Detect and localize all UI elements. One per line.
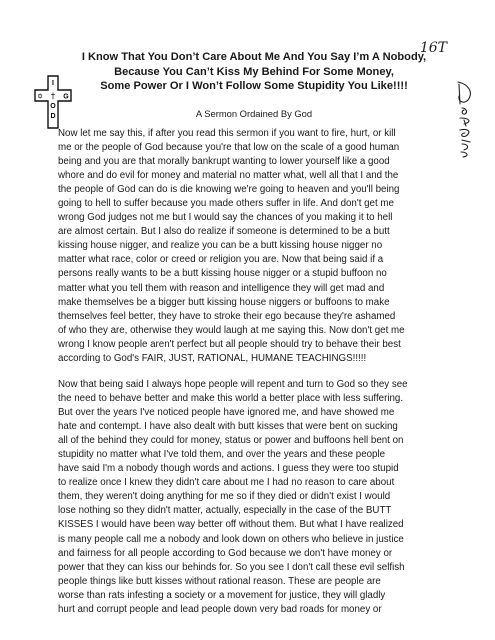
- text-line: all of the behind they could for money, status or power and buffoons hell bent on: [58, 435, 404, 447]
- svg-text:D: D: [50, 113, 56, 120]
- text-line: have said I'm a nobody though words and actions. I guess they were too stupid: [58, 463, 399, 475]
- title-line: Some Power Or I Won’t Follow Some Stupidity You Like!!!!: [100, 80, 408, 92]
- text-line: Now let me say this, if after you read this sermon if you want to fire, hurt, or kill: [58, 128, 396, 139]
- text-line: KISSES I would have been way better off without them. But what I have realized: [58, 519, 404, 531]
- paragraph-1: [58, 127, 458, 366]
- text-line: hurt and corrupt people and lead people down very bad roads for money or: [58, 603, 382, 615]
- text-line: themselves feel better, they have to stroke their ego because they're ashamed: [58, 310, 396, 322]
- svg-text:O: O: [50, 103, 56, 110]
- svg-text:✡: ✡: [37, 92, 43, 101]
- text-line: But over the years I've noticed people have ignored me, and have showed me: [58, 407, 395, 419]
- text-line: power that they can kiss our behinds for. So you see I don't call these evil selfish: [58, 561, 405, 573]
- title-line: I Know That You Don’t Care About Me And You Say I’m A Nobody,: [81, 51, 427, 63]
- text-line: kissing house nigger, and realize you can be a butt kissing house nigger no: [58, 240, 383, 252]
- text-line: stupidity no matter what I've told them, and over the years and these people: [58, 449, 386, 461]
- text-line: are almost certain. But I also do realize if someone is determined to be a butt: [58, 226, 390, 238]
- text-line: going to hell to suffer because you made others suffer in life. And don't get me: [58, 198, 394, 210]
- text-line: them, they weren't doing anything for me so if they died or didn't exist I would: [58, 491, 391, 503]
- text-line: make themselves be a bigger butt kissing house niggers or buffoons to make: [58, 296, 390, 308]
- text-line: the need to behave better and make this world a better place with less suffering.: [58, 393, 404, 405]
- text-line: wrong God judges not me but I would say the chances of you making it to hell: [58, 212, 393, 224]
- text-line: matter what you tell them with reason and intelligence they will get mad and: [58, 282, 385, 294]
- svg-text:†: †: [51, 91, 55, 101]
- sermon-title: [78, 50, 430, 94]
- page-number: 16T: [419, 40, 447, 56]
- text-line: is many people call me a nobody and look down on others who believe in justice: [58, 533, 404, 545]
- text-line: matter what race, color or creed or religion you are. Now that being said if a: [58, 254, 384, 266]
- paragraph-2: [58, 378, 458, 617]
- text-line: Now that being said I always hope people will repent and turn to God so they see: [58, 379, 408, 390]
- text-line: me or the people of God because you're that low on the scale of a good human: [58, 142, 400, 154]
- sermon-subtitle: A Sermon Ordained By God: [195, 108, 313, 119]
- text-line: worse than rats infesting a society or a movement for justice, they will gladly: [58, 589, 386, 601]
- text-line: to realize once I knew they didn't care about me I had no reason to care about: [58, 477, 395, 489]
- text-line: lose nothing so they didn't matter, actually, especially in the case of the BUTT: [58, 505, 392, 517]
- text-line: of who they are, otherwise they would laugh at me saying this. Now don't get me: [58, 324, 405, 336]
- text-line: persons really wants to be a butt kissing house nigger or a stupid buffoon no: [58, 268, 387, 280]
- text-line: according to God's FAIR, JUST, RATIONAL, HUMANE TEACHINGS!!!!!: [58, 352, 367, 364]
- text-line: people things like butt kisses without rational reason. These are people are: [58, 575, 381, 587]
- text-line: hate and contempt. I have also dealt with butt kisses that were bent on sucking: [58, 421, 398, 433]
- text-line: the people of God can do is die knowing we're going to heaven and you'll being: [58, 184, 400, 196]
- text-line: being and you are that morally bankrupt wanting to lower yourself like a good: [58, 156, 390, 168]
- title-line: Because You Can’t Kiss My Behind For Some Money,: [114, 65, 394, 78]
- text-line: whore and do evil for money and material no matter what, well all that I and the: [58, 170, 399, 182]
- text-line: wrong I know people aren't perfect but all people should try to behave their best: [58, 338, 401, 350]
- svg-text:G: G: [63, 93, 69, 101]
- cross-emblem-icon: [34, 74, 72, 130]
- svg-text:I: I: [52, 80, 54, 87]
- text-line: and fairness for all people according to God because we don't have money or: [58, 547, 393, 559]
